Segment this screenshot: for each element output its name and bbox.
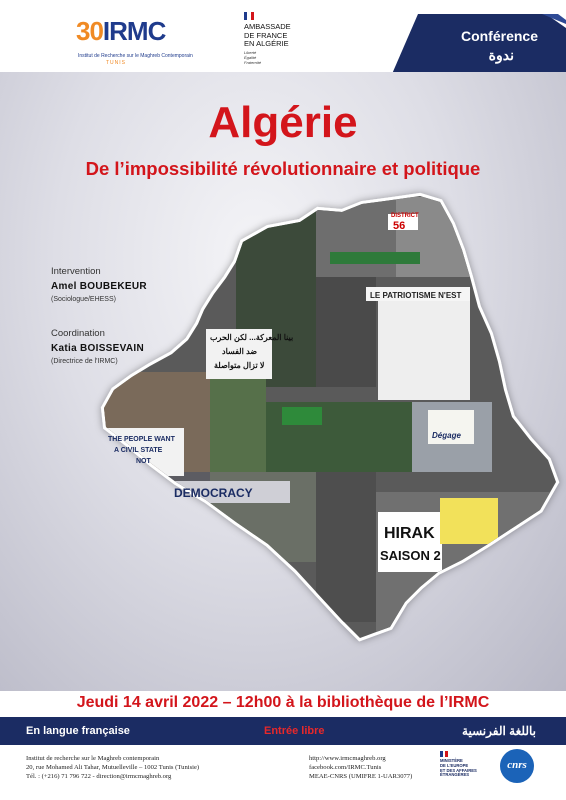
speaker-name: Katia BOISSEVAIN	[51, 343, 144, 354]
sign-democracy: DEMOCRACY	[174, 486, 253, 500]
cnrs-wordmark: cnrs	[507, 759, 527, 771]
sign-arabic-2: ضد الفساد	[222, 347, 258, 356]
free-entry-label: Entrée libre	[264, 725, 325, 737]
sign-not: NOT	[136, 458, 151, 465]
sign-hirak: HIRAK	[384, 525, 435, 542]
speaker-name: Amel BOUBEKEUR	[51, 281, 147, 292]
ministry-logo	[440, 751, 490, 795]
sign-arabic-1: بينا المعركة... لكن الحرب	[210, 333, 294, 342]
speaker-coordination	[51, 328, 144, 365]
banner-label-fr: Conférence	[460, 28, 538, 44]
speaker-role: (Directrice de l'IRMC)	[51, 358, 118, 365]
irmc-subtitle: Institut de Recherche sur le Maghreb Contemporain	[78, 53, 193, 59]
sign-patriotisme: LE PATRIOTISME N'EST	[370, 291, 462, 300]
event-date-band	[0, 691, 566, 717]
sign-degage: Dégage	[432, 431, 461, 440]
speaker-intervention	[51, 266, 147, 303]
sign-56: 56	[393, 220, 406, 232]
poster-subtitle: De l’impossibilité révolutionnaire et politique	[85, 158, 481, 179]
sign-saison: SAISON 2	[380, 548, 441, 563]
language-fr-label: En langue française	[26, 725, 130, 737]
conference-banner	[392, 14, 566, 74]
footer	[0, 745, 566, 800]
irmc-city: TUNIS	[106, 60, 126, 66]
language-ar-label: باللغة الفرنسية	[462, 724, 536, 738]
cnrs-logo	[500, 749, 534, 783]
french-flag-icon	[244, 12, 254, 20]
sign-arabic-3: لا تزال متواصلة	[214, 361, 265, 370]
embassy-motto: Liberté Égalité Fraternité	[244, 50, 262, 65]
language-bar	[0, 717, 566, 745]
embassy-name: AMBASSADE DE FRANCE EN ALGÉRIE	[244, 22, 291, 48]
footer-links: http://www.irmcmaghreb.org facebook.com/IRMC.Tunis MEAE-CNRS (UMIFRE 1-UAR3077)	[309, 755, 413, 780]
footer-address: Institut de recherche sur le Maghreb contemporain 20, rue Mohamed Ali Tahar, Mutuelleville – 1002 Tunis (Tunisie) Tél. : (+216) 71 796 722 - direction@irmcmaghreb.org	[26, 755, 200, 780]
speaker-label: Intervention	[51, 266, 101, 277]
sign-people-want: THE PEOPLE WANT	[108, 436, 175, 443]
french-flag-icon	[440, 751, 448, 757]
embassy-logo	[244, 12, 334, 68]
header	[0, 0, 566, 72]
irmc-logo	[76, 16, 194, 66]
speaker-role: (Sociologue/EHESS)	[51, 296, 116, 303]
poster-title: Algérie	[208, 98, 358, 147]
sign-district: DISTRICT	[391, 213, 419, 219]
poster-body	[0, 72, 566, 691]
speaker-label: Coordination	[51, 328, 105, 339]
banner-label-ar: ندوة	[488, 47, 514, 63]
event-date-line: Jeudi 14 avril 2022 – 12h00 à la bibliothèque de l’IRMC	[76, 694, 490, 711]
irmc-wordmark: 30IRMC	[76, 16, 166, 46]
banner-shape	[392, 14, 566, 74]
ministry-name: MINISTÈRE DE L'EUROPE ET DES AFFAIRES ÉTRANGÈRES	[440, 758, 477, 778]
sign-civil-state: A CIVIL STATE	[114, 447, 163, 454]
